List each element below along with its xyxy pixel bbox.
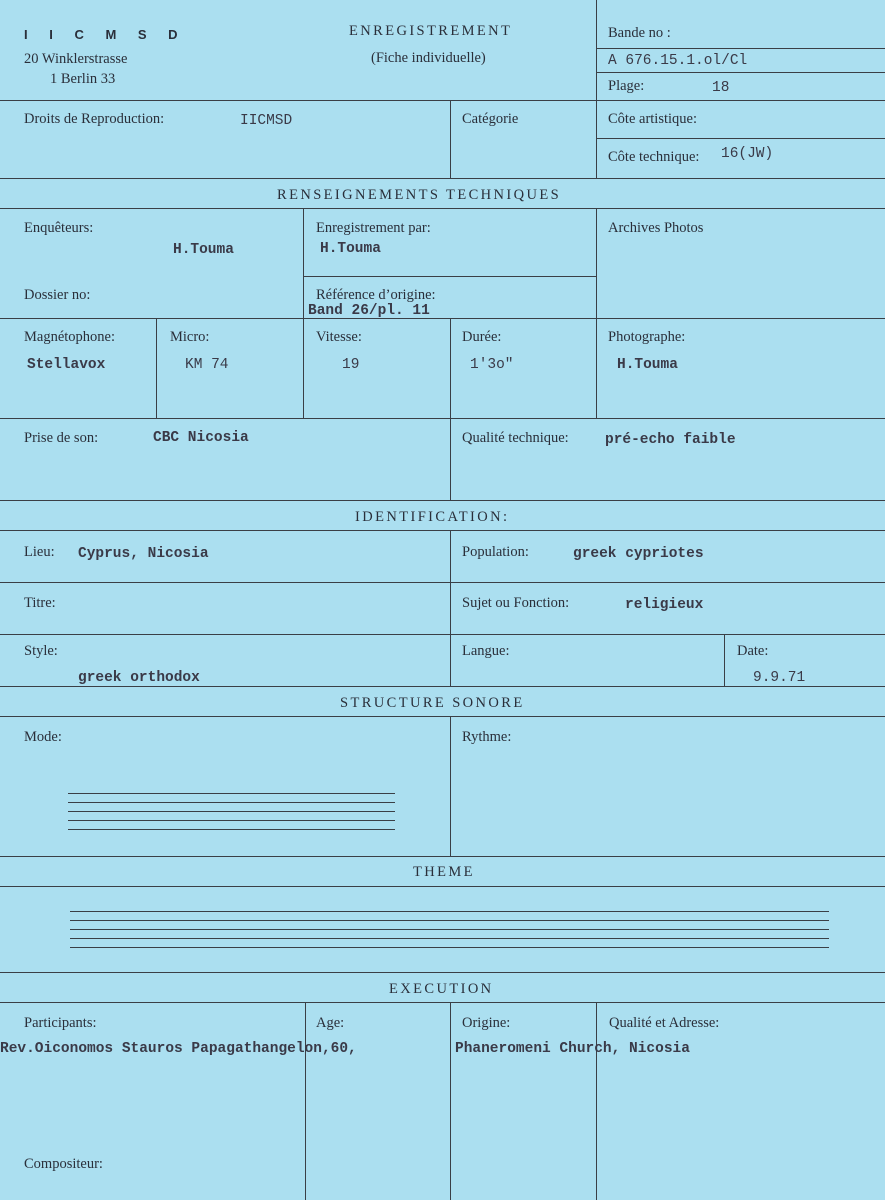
staff-line [70,947,829,948]
section-title-execution: EXECUTION [389,981,494,997]
divider [156,318,157,418]
plage-value: 18 [712,80,730,96]
categorie-label: Catégorie [462,111,519,127]
divider [724,634,725,686]
titre-label: Titre: [24,595,56,611]
divider [0,886,885,887]
date-label: Date: [737,643,769,659]
address-line2: 1 Berlin 33 [50,71,116,87]
divider [596,138,885,139]
enqueteurs-label: Enquêteurs: [24,220,94,236]
magnetophone-label: Magnétophone: [24,329,116,345]
photographe-label: Photographe: [608,329,686,345]
form-subtitle: (Fiche individuelle) [371,50,486,66]
reference-label: Référence d’origine: [316,287,436,303]
participants-label: Participants: [24,1015,97,1031]
droits-label: Droits de Reproduction: [24,111,165,127]
section-title-theme: THEME [413,864,475,880]
divider [0,1002,885,1003]
micro-value: KM 74 [185,357,229,373]
duree-value: 1'3o" [470,357,514,373]
divider [305,1002,306,1200]
divider [596,48,885,49]
archives-label: Archives Photos [608,220,704,236]
staff-line [68,793,395,794]
duree-label: Durée: [462,329,502,345]
divider [0,178,885,179]
vitesse-value: 19 [342,357,360,373]
photographe-value: H.Touma [617,357,678,373]
mode-label: Mode: [24,729,62,745]
qualite-label: Qualité technique: [462,430,569,446]
divider [0,100,885,101]
form-title: ENREGISTREMENT [349,23,513,39]
prise-value: CBC Nicosia [153,430,249,446]
style-label: Style: [24,643,58,659]
prise-label: Prise de son: [24,430,99,446]
sujet-value: religieux [625,597,704,613]
divider [450,318,451,500]
bande-value: A 676.15.1.ol/Cl [608,53,748,69]
staff-line [70,911,829,912]
address-line1: 20 Winklerstrasse [24,51,128,67]
magnetophone-value: Stellavox [27,357,106,373]
divider [450,1002,451,1200]
plage-label: Plage: [608,78,645,94]
date-value: 9.9.71 [753,670,806,686]
divider [450,100,451,178]
divider [596,72,885,73]
rythme-label: Rythme: [462,729,512,745]
reference-value: Band 26/pl. 11 [308,303,430,319]
origine-label: Origine: [462,1015,511,1031]
dossier-label: Dossier no: [24,287,91,303]
section-title-technical: RENSEIGNEMENTS TECHNIQUES [277,187,562,203]
style-value: greek orthodox [78,670,200,686]
divider [0,856,885,857]
divider [0,418,885,419]
langue-label: Langue: [462,643,510,659]
origin-line: Phaneromeni Church, Nicosia [455,1041,690,1057]
divider [0,972,885,973]
divider [303,276,596,277]
divider [0,208,885,209]
age-label: Age: [316,1015,345,1031]
section-title-identification: IDENTIFICATION: [355,509,510,525]
compositeur-label: Compositeur: [24,1156,103,1172]
divider [0,634,885,635]
cote-technique-label: Côte technique: [608,149,700,165]
lieu-value: Cyprus, Nicosia [78,546,209,562]
staff-line [70,938,829,939]
qualite-adresse-label: Qualité et Adresse: [609,1015,720,1031]
staff-line [70,920,829,921]
staff-line [68,802,395,803]
divider [303,208,304,418]
sujet-label: Sujet ou Fonction: [462,595,570,611]
enregistrement-value: H.Touma [320,241,381,257]
cote-artistique-label: Côte artistique: [608,111,697,127]
vitesse-label: Vitesse: [316,329,362,345]
cote-technique-value: 16(JW) [721,146,774,162]
qualite-value: pré-echo faible [605,432,736,448]
lieu-label: Lieu: [24,544,55,560]
divider [596,1002,597,1200]
staff-line [70,929,829,930]
staff-line [68,829,395,830]
divider [450,716,451,856]
divider [596,0,597,178]
divider [0,716,885,717]
droits-value: IICMSD [240,113,293,129]
population-value: greek cypriotes [573,546,704,562]
org-logo: I I C M S D [24,27,187,42]
divider [0,582,885,583]
population-label: Population: [462,544,529,560]
divider [0,318,885,319]
participant-line: Rev.Oiconomos Stauros Papagathangelon,60, [0,1041,357,1057]
staff-line [68,811,395,812]
divider [0,530,885,531]
divider [450,530,451,686]
enregistrement-label: Enregistrement par: [316,220,431,236]
divider [596,208,597,418]
micro-label: Micro: [170,329,210,345]
section-title-structure: STRUCTURE SONORE [340,695,525,711]
enqueteurs-value: H.Touma [173,242,234,258]
staff-line [68,820,395,821]
bande-label: Bande no : [608,25,671,41]
divider [0,500,885,501]
